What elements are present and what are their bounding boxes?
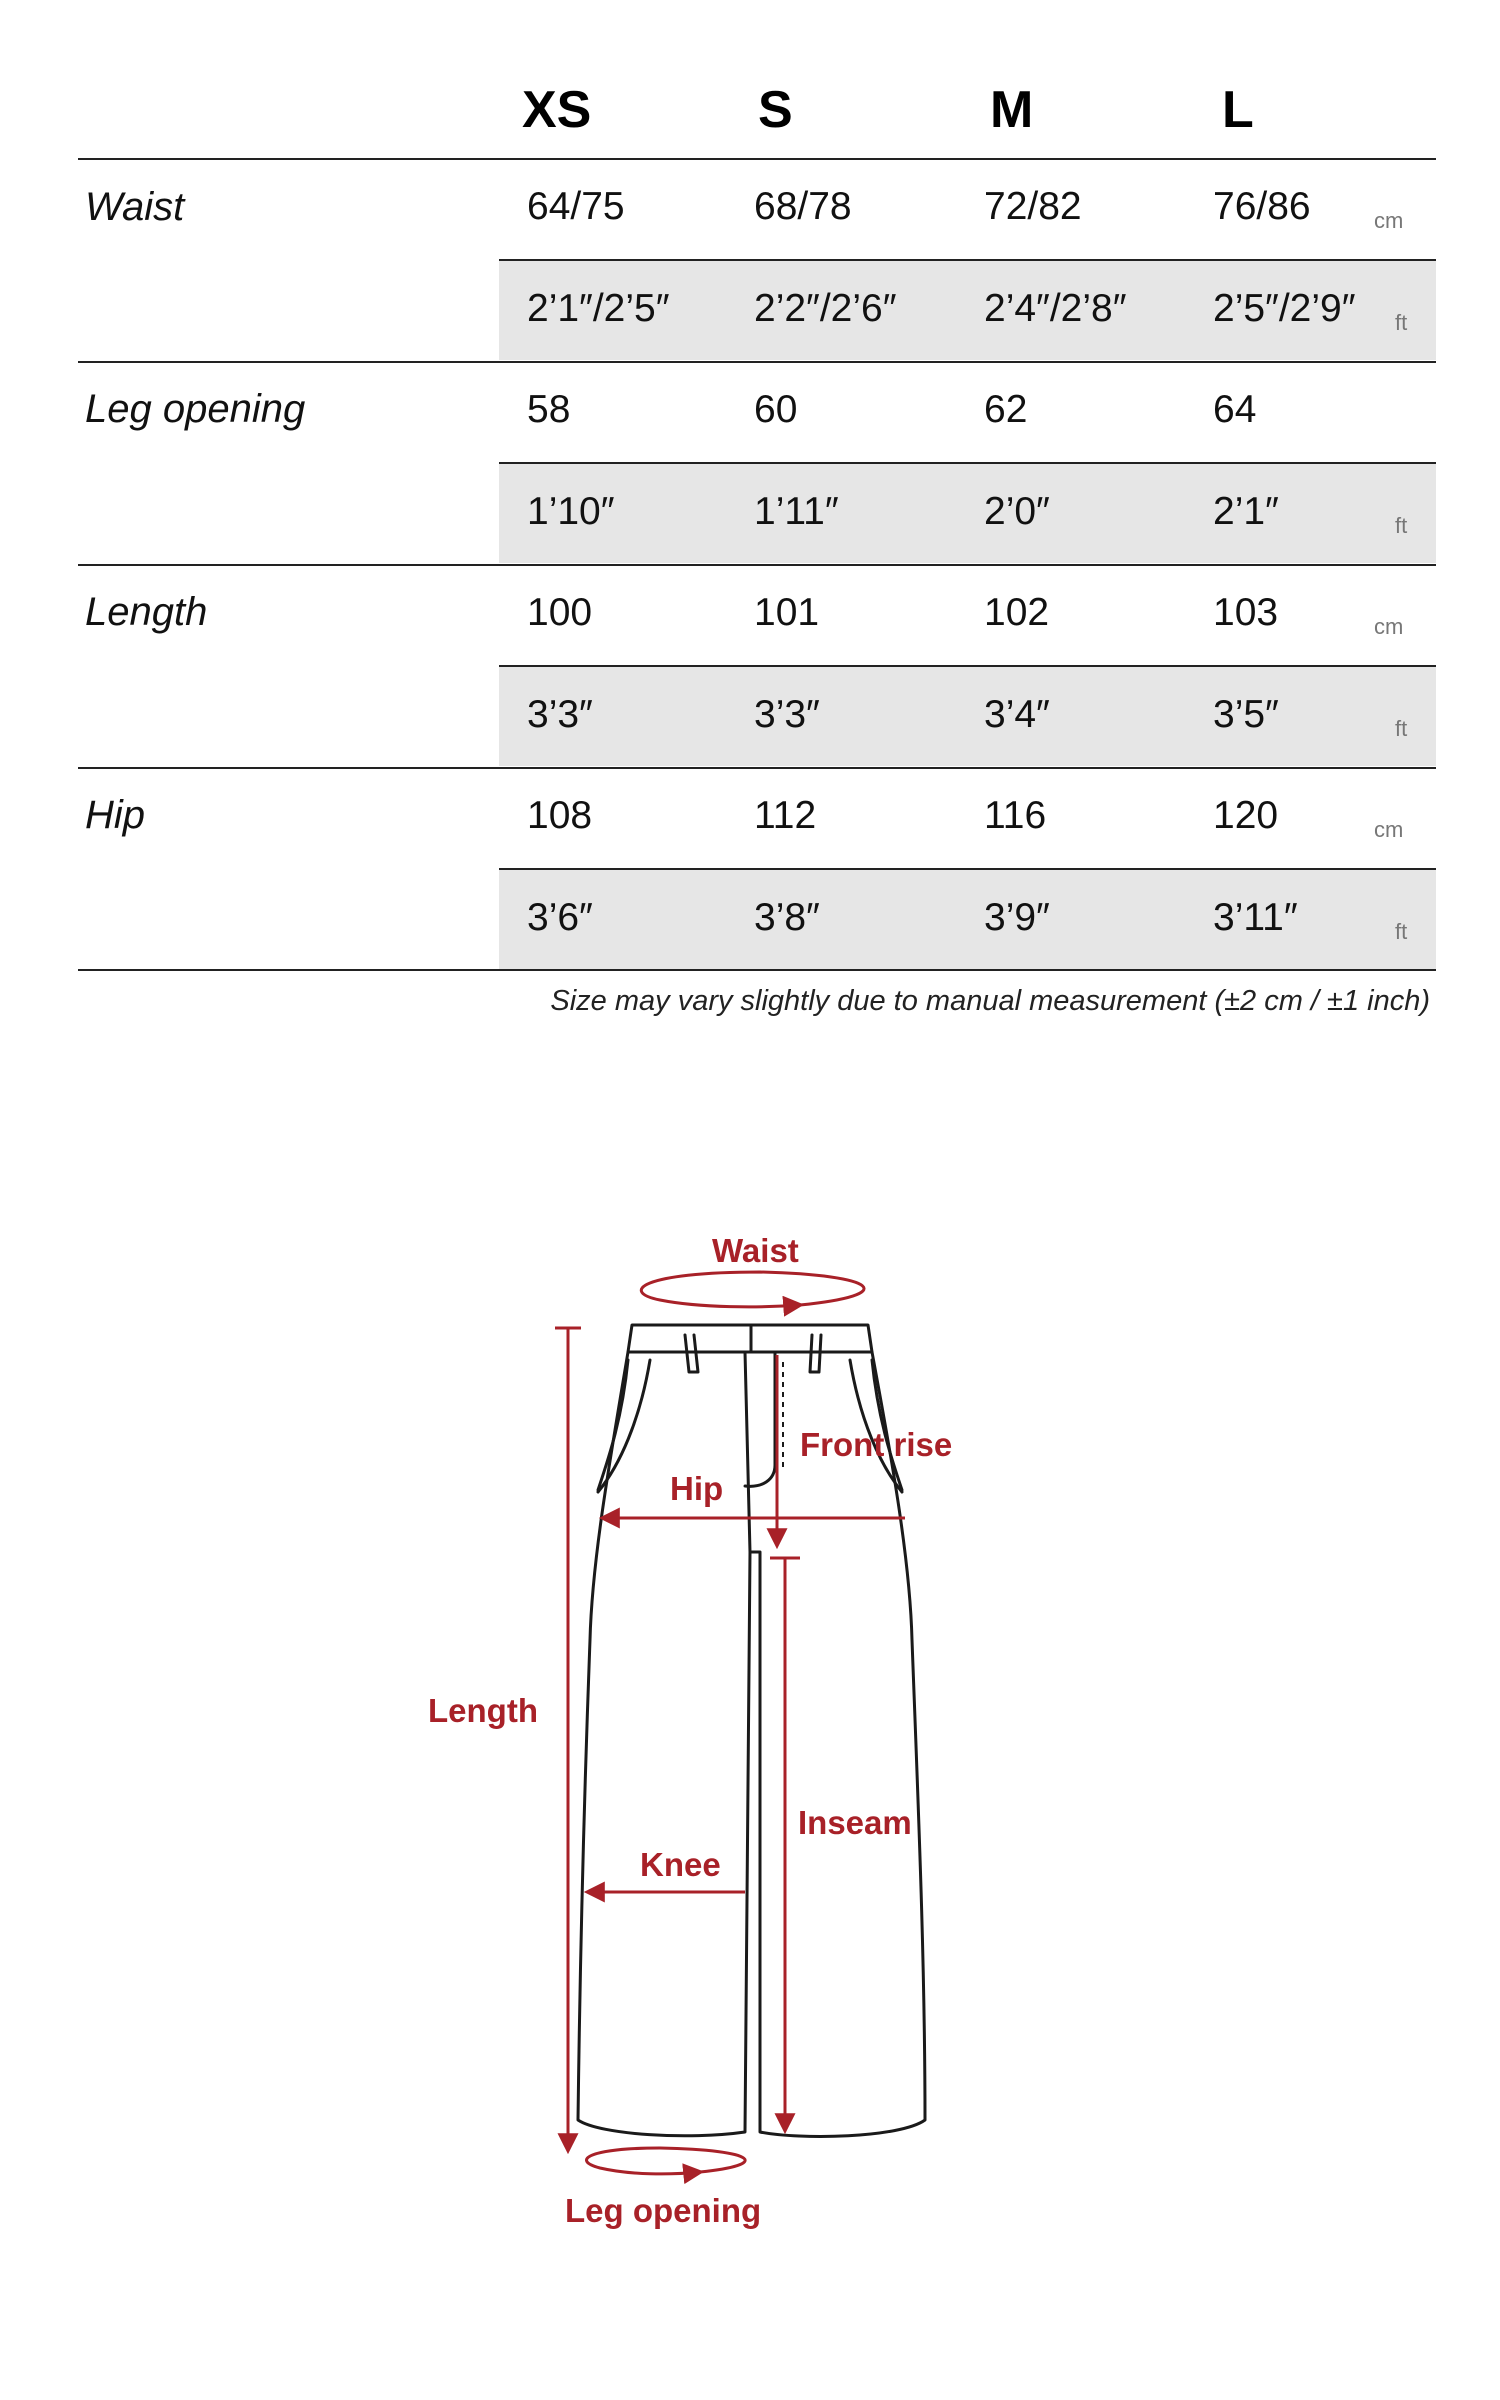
cell-length-cm-s: 101 [754,591,820,634]
size-header-s: S [758,81,793,139]
label-front-rise: Front rise [800,1426,953,1463]
table-divider [78,158,1436,160]
cell-waist-cm-m: 72/82 [984,185,1082,228]
cell-leg-opening-ft-xs: 1’10″ [527,490,615,533]
pants-diagram-svg [0,1180,1500,2280]
row-divider [499,462,1436,464]
cell-length-ft-s: 3’3″ [754,693,820,736]
cell-hip-ft-xs: 3’6″ [527,896,593,939]
measurement-lines [555,1272,905,2174]
cell-leg-opening-ft-m: 2’0″ [984,490,1050,533]
size-header-xs: XS [522,81,592,139]
cell-leg-opening-ft-l: 2’1″ [1213,490,1279,533]
cell-length-ft-m: 3’4″ [984,693,1050,736]
unit-ft: ft [1395,513,1408,538]
cell-waist-ft-xs: 2’1″/2’5″ [527,287,670,330]
row-divider [499,259,1436,261]
size-header-l: L [1222,81,1254,139]
cell-waist-ft-l: 2’5″/2’9″ [1213,287,1356,330]
cell-length-cm-m: 102 [984,591,1050,634]
cell-hip-ft-l: 3’11″ [1213,896,1298,939]
unit-ft: ft [1395,310,1408,335]
label-hip: Hip [670,1470,724,1507]
cell-hip-ft-s: 3’8″ [754,896,820,939]
row-label-leg-opening: Leg opening [85,387,306,431]
cell-waist-cm-l: 76/86 [1213,185,1311,228]
ft-row-background [499,666,1436,766]
label-length: Length [428,1692,538,1729]
unit-ft: ft [1395,919,1408,944]
cell-hip-cm-l: 120 [1213,794,1279,837]
unit-cm: cm [1374,817,1404,842]
pants-measurement-diagram [0,1180,1500,2280]
size-chart-table [0,0,1500,1050]
cell-waist-cm-s: 68/78 [754,185,852,228]
cell-length-cm-l: 103 [1213,591,1279,634]
cell-leg-opening-cm-l: 64 [1213,388,1257,431]
cell-hip-cm-s: 112 [754,794,817,837]
row-label-waist: Waist [85,185,185,229]
label-inseam: Inseam [798,1804,912,1841]
measurement-note: Size may vary slightly due to manual measurement (±2 cm / ±1 inch) [550,985,1430,1017]
label-knee: Knee [640,1846,721,1883]
label-leg-opening: Leg opening [565,2192,762,2229]
size-header-m: M [990,81,1034,139]
cell-leg-opening-ft-s: 1’11″ [754,490,839,533]
cell-leg-opening-cm-s: 60 [754,388,798,431]
cell-length-cm-xs: 100 [527,591,593,634]
unit-cm: cm [1374,208,1404,233]
cell-leg-opening-cm-m: 62 [984,388,1028,431]
cell-hip-cm-m: 116 [984,794,1047,837]
unit-cm: cm [1374,614,1404,639]
row-label-length: Length [85,590,208,634]
cell-waist-cm-xs: 64/75 [527,185,625,228]
cell-leg-opening-cm-xs: 58 [527,388,571,431]
cell-waist-ft-s: 2’2″/2’6″ [754,287,897,330]
row-divider [499,665,1436,667]
cell-length-ft-l: 3’5″ [1213,693,1279,736]
row-divider [499,868,1436,870]
ft-row-background [499,463,1436,563]
cell-hip-cm-xs: 108 [527,794,593,837]
unit-ft: ft [1395,716,1408,741]
table-divider [78,361,1436,363]
cell-length-ft-xs: 3’3″ [527,693,593,736]
table-divider [78,969,1436,971]
label-waist: Waist [712,1232,799,1269]
table-divider [78,564,1436,566]
row-label-hip: Hip [85,793,146,837]
cell-waist-ft-m: 2’4″/2’8″ [984,287,1127,330]
cell-hip-ft-m: 3’9″ [984,896,1050,939]
table-divider [78,767,1436,769]
